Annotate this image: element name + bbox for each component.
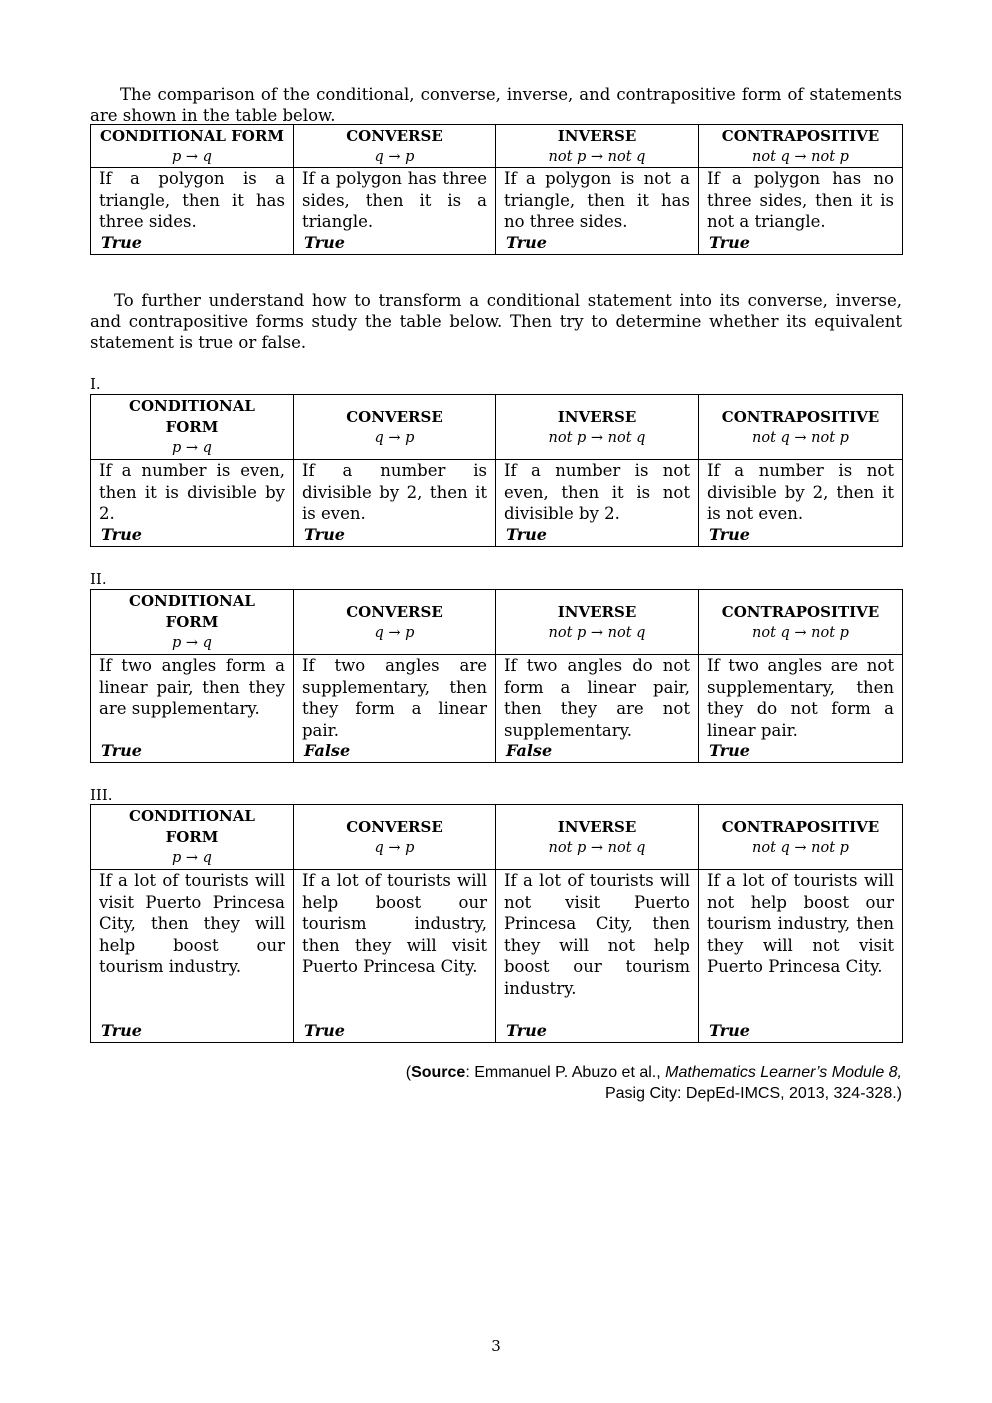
header-inverse: INVERSE not p → not q (496, 805, 699, 870)
table-label-3: III. (90, 786, 113, 804)
truth-value: True (101, 741, 142, 760)
cell-conditional: If a number is even, then it is divisible by 2. True (91, 460, 294, 547)
intro-paragraph-2: To further understand how to transform a conditional statement into its converse, inverse, and contrapositive forms study the table below. Then try to determine whether its equivalent statement is true or false. (90, 291, 902, 352)
truth-value: True (709, 1021, 750, 1040)
truth-value: False (506, 741, 553, 760)
truth-value: True (101, 1021, 142, 1040)
header-contrapositive: CONTRAPOSITIVE not q → not p (699, 395, 903, 460)
source-citation: (Source: Emmanuel P. Abuzo et al., Mathematics Learner’s Module 8, Pasig City: DepEd-IMCS, 2013, 324-328.) (405, 1064, 902, 1102)
cell-contrapositive: If a polygon has no three sides, then it is not a triangle. True (699, 168, 903, 255)
truth-value: True (304, 1021, 345, 1040)
cell-contrapositive: If a lot of tourists will not help boost our tourism industry, then they will not visit Puerto Princesa City. True (699, 870, 903, 1043)
truth-value: True (506, 1021, 547, 1040)
header-conditional: CONDITIONAL FORM p → q (91, 125, 294, 168)
header-converse: CONVERSE q → p (294, 590, 496, 655)
header-contrapositive: CONTRAPOSITIVE not q → not p (699, 805, 903, 870)
truth-value: True (304, 233, 345, 252)
table-label-1: I. (90, 375, 101, 393)
header-inverse: INVERSE not p → not q (496, 590, 699, 655)
header-conditional: CONDITIONAL FORM p → q (91, 395, 294, 460)
cell-inverse: If a lot of tourists will not visit Puerto Princesa City, then they will not help boost our tourism industry. True (496, 870, 699, 1043)
cell-converse: If a lot of tourists will help boost our tourism industry, then they will visit Puerto Princesa City. True (294, 870, 496, 1043)
header-contrapositive: CONTRAPOSITIVE not q → not p (699, 125, 903, 168)
header-converse: CONVERSE q → p (294, 125, 496, 168)
header-contrapositive: CONTRAPOSITIVE not q → not p (699, 590, 903, 655)
truth-value: False (304, 741, 351, 760)
truth-value: True (709, 741, 750, 760)
cell-conditional: If a lot of tourists will visit Puerto Princesa City, then they will help boost our tourism industry. True (91, 870, 294, 1043)
truth-value: True (304, 525, 345, 544)
comparison-table-1 (90, 394, 903, 547)
cell-inverse: If a polygon is not a triangle, then it has no three sides. True (496, 168, 699, 255)
cell-converse: If a polygon has three sides, then it is a triangle. True (294, 168, 496, 255)
cell-contrapositive: If a number is not divisible by 2, then it is not even. True (699, 460, 903, 547)
truth-value: True (506, 525, 547, 544)
comparison-table-2 (90, 589, 903, 763)
cell-conditional: If a polygon is a triangle, then it has three sides. True (91, 168, 294, 255)
cell-converse: If two angles are supplementary, then they form a linear pair. False (294, 655, 496, 763)
page-number: 3 (491, 1337, 501, 1355)
header-inverse: INVERSE not p → not q (496, 395, 699, 460)
cell-inverse: If a number is not even, then it is not divisible by 2. True (496, 460, 699, 547)
cell-converse: If a number is divisible by 2, then it is even. True (294, 460, 496, 547)
header-inverse: INVERSE not p → not q (496, 125, 699, 168)
truth-value: True (709, 233, 750, 252)
header-conditional: CONDITIONAL FORM p → q (91, 590, 294, 655)
header-converse: CONVERSE q → p (294, 395, 496, 460)
comparison-table-overview (90, 124, 903, 255)
comparison-table-3 (90, 804, 903, 1043)
truth-value: True (506, 233, 547, 252)
header-conditional: CONDITIONAL FORM p → q (91, 805, 294, 870)
truth-value: True (101, 233, 142, 252)
cell-inverse: If two angles do not form a linear pair, then they are not supplementary. False (496, 655, 699, 763)
truth-value: True (709, 525, 750, 544)
cell-conditional: If two angles form a linear pair, then they are supplementary. True (91, 655, 294, 763)
table-label-2: II. (90, 570, 107, 588)
intro-paragraph-1: The comparison of the conditional, converse, inverse, and contrapositive form of statements are shown in the table below. (90, 85, 902, 125)
header-converse: CONVERSE q → p (294, 805, 496, 870)
cell-contrapositive: If two angles are not supplementary, then they do not form a linear pair. True (699, 655, 903, 763)
truth-value: True (101, 525, 142, 544)
